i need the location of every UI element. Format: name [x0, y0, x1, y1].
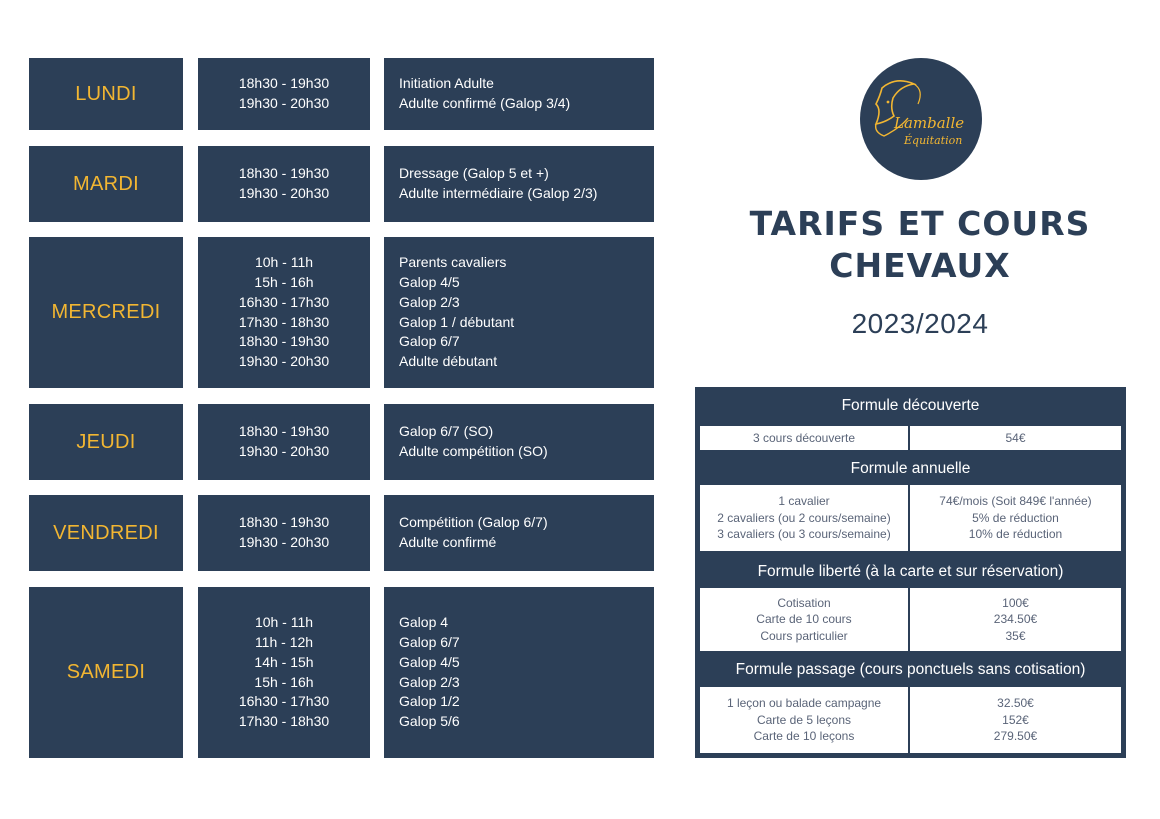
pricing-value-cell [910, 687, 1121, 753]
courses-monday [384, 58, 654, 130]
pricing-label: Carte de 10 cours [756, 612, 852, 627]
time-slot: 14h - 15h [254, 653, 314, 670]
day-thursday [29, 404, 183, 480]
pricing-value: 10% de réduction [968, 527, 1063, 542]
time-slot: 18h30 - 19h30 [238, 514, 330, 531]
time-slot: 16h30 - 17h30 [238, 693, 330, 710]
time-slot: 18h30 - 19h30 [238, 75, 330, 92]
section-heading: Formule découverte [841, 397, 980, 414]
title-line2: CHEVAUX [829, 246, 1011, 285]
day-label: MARDI [73, 172, 139, 195]
pricing-value: 279.50€ [993, 729, 1038, 744]
pricing-value: 100€ [1002, 595, 1029, 610]
course-name: Parents cavaliers [399, 254, 507, 271]
pricing-label: Cotisation [777, 595, 831, 610]
times-saturday [198, 587, 370, 758]
pricing-value: 32.50€ [997, 696, 1034, 711]
pricing-label: 1 leçon ou balade campagne [726, 696, 882, 711]
season-year: 2023/2024 [851, 308, 989, 339]
course-name: Adulte débutant [399, 352, 498, 369]
course-name: Galop 5/6 [399, 712, 460, 729]
club-logo [860, 58, 982, 180]
pricing-label-cell [700, 485, 908, 551]
course-name: Adulte confirmé (Galop 3/4) [399, 95, 571, 111]
pricing-value: 35€ [1005, 628, 1026, 643]
section-heading: Formule annuelle [850, 460, 971, 477]
time-slot: 19h30 - 20h30 [238, 185, 330, 201]
times-monday [198, 58, 370, 130]
times-tuesday [198, 146, 370, 222]
courses-wednesday [384, 237, 654, 388]
course-name: Galop 6/7 (SO) [399, 423, 494, 440]
courses-tuesday [384, 146, 654, 222]
times-friday [198, 495, 370, 571]
day-tuesday [29, 146, 183, 222]
pricing-label-cell [700, 426, 908, 450]
day-label: JEUDI [76, 430, 136, 453]
pricing-label: 3 cours découverte [752, 430, 856, 445]
day-label: VENDREDI [53, 521, 159, 544]
times-thursday [198, 404, 370, 480]
pricing-value: 74€/mois (Soit 849€ l'année) [939, 494, 1092, 509]
pricing-label-cell [700, 687, 908, 753]
course-name: Galop 4 [399, 614, 449, 631]
time-slot: 10h - 11h [254, 614, 314, 631]
pricing-value-cell [910, 426, 1121, 450]
day-label: SAMEDI [66, 661, 146, 683]
time-slot: 16h30 - 17h30 [238, 293, 330, 310]
pricing-label-cell [700, 588, 908, 651]
title-line1: TARIFS ET COURS [749, 204, 1091, 243]
course-name: Adulte compétition (SO) [399, 443, 548, 459]
day-label: LUNDI [75, 82, 137, 105]
time-slot: 19h30 - 20h30 [238, 95, 330, 111]
time-slot: 19h30 - 20h30 [238, 352, 330, 369]
page-title [700, 203, 1140, 287]
time-slot: 15h - 16h [254, 274, 314, 291]
course-name: Initiation Adulte [399, 75, 494, 92]
time-slot: 18h30 - 19h30 [238, 423, 330, 440]
pricing-value: 5% de réduction [972, 510, 1059, 525]
logo-line1: Lamballe [894, 114, 965, 132]
pricing-label: Carte de 5 leçons [756, 712, 852, 727]
pricing-value: 54€ [1005, 430, 1026, 445]
day-wednesday [29, 237, 183, 388]
course-name: Compétition (Galop 6/7) [399, 514, 548, 531]
time-slot: 11h - 12h [254, 634, 314, 651]
section-heading: Formule liberté (à la carte et sur réservation) [757, 563, 1064, 580]
course-name: Galop 1 / débutant [399, 313, 515, 330]
course-name: Galop 2/3 [399, 293, 460, 310]
pricing-label: 2 cavaliers (ou 2 cours/semaine) [717, 510, 891, 525]
times-wednesday [198, 237, 370, 388]
course-name: Dressage (Galop 5 et +) [399, 165, 549, 182]
course-name: Galop 2/3 [399, 673, 460, 690]
pricing-table [695, 387, 1126, 758]
day-label: MERCREDI [51, 301, 161, 323]
pricing-value: 152€ [1002, 712, 1029, 727]
pricing-label: Carte de 10 leçons [753, 729, 855, 744]
day-saturday [29, 587, 183, 758]
time-slot: 10h - 11h [254, 254, 314, 271]
courses-saturday [384, 587, 654, 758]
course-name: Galop 6/7 [399, 634, 460, 651]
logo-line2: Équitation [904, 134, 963, 147]
pricing-label: 1 cavalier [778, 494, 830, 509]
time-slot: 17h30 - 18h30 [238, 313, 330, 330]
time-slot: 19h30 - 20h30 [238, 443, 330, 459]
time-slot: 18h30 - 19h30 [238, 333, 330, 350]
time-slot: 17h30 - 18h30 [238, 712, 330, 729]
course-name: Galop 6/7 [399, 333, 460, 350]
day-monday [29, 58, 183, 130]
course-name: Galop 4/5 [399, 653, 460, 670]
course-name: Galop 1/2 [399, 693, 460, 710]
pricing-label: 3 cavaliers (ou 3 cours/semaine) [717, 527, 891, 542]
time-slot: 15h - 16h [254, 673, 314, 690]
course-name: Adulte confirmé [399, 534, 497, 550]
pricing-label: Cours particulier [760, 628, 848, 643]
course-name: Galop 4/5 [399, 274, 460, 291]
courses-thursday [384, 404, 654, 480]
pricing-value-cell [910, 588, 1121, 651]
time-slot: 18h30 - 19h30 [238, 165, 330, 182]
time-slot: 19h30 - 20h30 [238, 534, 330, 550]
courses-friday [384, 495, 654, 571]
day-friday [29, 495, 183, 571]
pricing-value: 234.50€ [993, 612, 1038, 627]
section-heading: Formule passage (cours ponctuels sans cotisation) [735, 661, 1086, 678]
pricing-value-cell [910, 485, 1121, 551]
course-name: Adulte intermédiaire (Galop 2/3) [399, 185, 598, 201]
